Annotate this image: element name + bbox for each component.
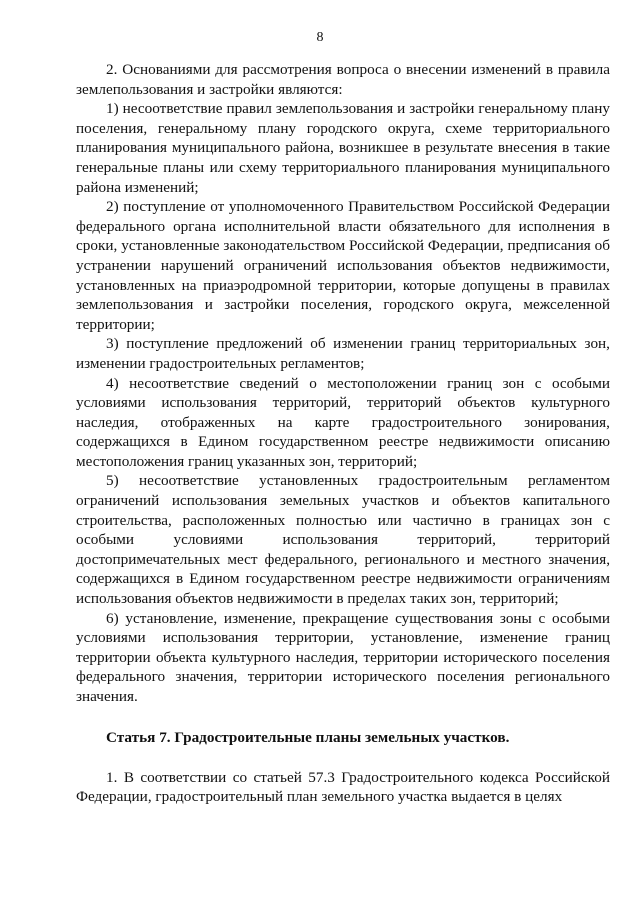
- paragraph-ground-4: 4) несоответствие сведений о местоположении границ зон с особыми условиями использования территорий, территорий объектов культурного наследия, отображенных на карте градостроительного зонирования, содержащихся в Едином государственном реестре недвижимости описанию местоположения границ указанных зон, территорий;: [76, 374, 610, 470]
- page-number: 8: [316, 30, 324, 45]
- paragraph-ground-5: 5) несоответствие установленных градостроительным регламентом ограничений использования земельных участков и объектов капитального строительства, расположенных полностью или частично в границах зон с особыми условиями использования территорий, территорий достопримечательных мест федерального, регионального и местного значения, содержащихся в Едином государственном реестре недвижимости ограничениям использования объектов недвижимости в пределах таких зон, территорий;: [76, 472, 610, 608]
- paragraph-ground-2: 2) поступление от уполномоченного Правительством Российской Федерации федерального органа исполнительной власти обязательного для исполнения в сроки, установленные законодательством Российской Федерации, предписания об устранении нарушений ограничений использования объектов недвижимости, установленных на приаэродромной территории, которые допущены в правилах землепользования и застройки поселения, городского округа, межселенной территории;: [76, 198, 610, 333]
- article-7-paragraph-1: 1. В соответствии со статьей 57.3 Градостроительного кодекса Российской Федерации, градостроительный план земельного участка выдается в целях: [76, 768, 610, 806]
- paragraph-grounds-intro: 2. Основаниями для рассмотрения вопроса о внесении изменений в правила землепользования и застройки являются:: [76, 61, 610, 98]
- paragraph-ground-3: 3) поступление предложений об изменении границ территориальных зон, изменении градостроительных регламентов;: [76, 335, 610, 372]
- paragraph-ground-1: 1) несоответствие правил землепользования и застройки генеральному плану поселения, генеральному плану городского округа, схеме территориального планирования муниципального района, возникшее в результате внесения в такие генеральные планы или схему территориального планирования муниципального района изменений;: [76, 100, 610, 196]
- article-7-heading: Статья 7. Градостроительные планы земельных участков.: [106, 728, 510, 746]
- paragraph-ground-6: 6) установление, изменение, прекращение существования зоны с особыми условиями использования территории, установление, изменение границ территории объекта культурного наследия, территории исторического поселения федерального значения, территории исторического поселения регионального значения.: [76, 609, 610, 705]
- document-body: [76, 60, 610, 807]
